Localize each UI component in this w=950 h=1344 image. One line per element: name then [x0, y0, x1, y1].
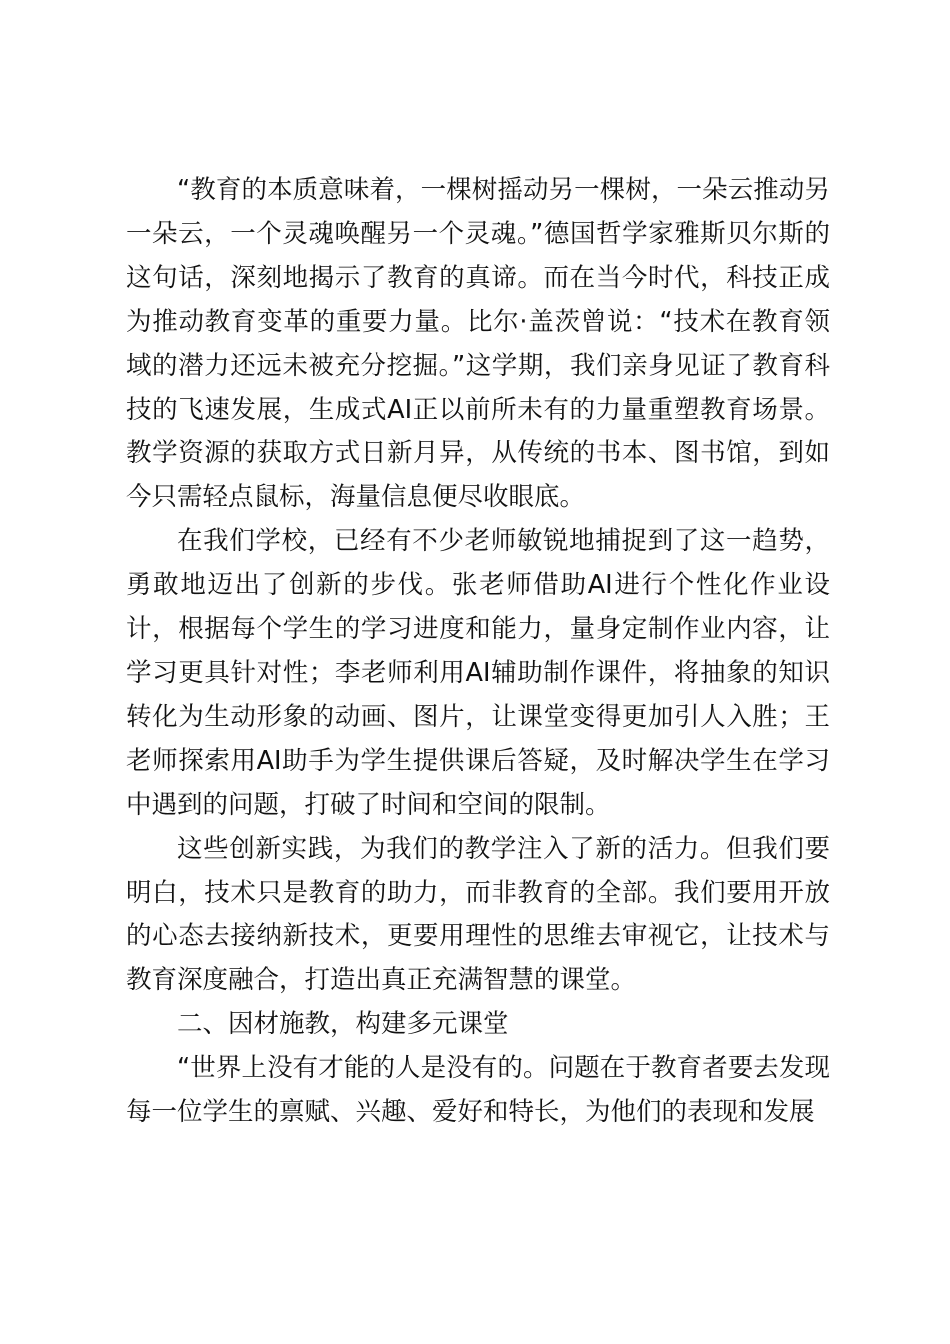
- paragraph-education-essence: “教育的本质意味着，一棵树摇动另一棵树，一朵云推动另一朵云，一个灵魂唤醒另一个灵魂。”德国哲学家雅斯贝尔斯的这句话，深刻地揭示了教育的真谛。而在当今时代，科技正成为推动教育变革的重要力量。比尔·盖茨曾说：“技术在教育领域的潜力还远未被充分挖掘。”这学期，我们亲身见证了教育科技的飞速发展，生成式AI正以前所未有的力量重塑教育场景。教学资源的获取方式日新月异，从传统的书本、图书馆，到如今只需轻点鼠标，海量信息便尽收眼底。: [126, 175, 830, 513]
- paragraph-teacher-innovation: 在我们学校，已经有不少老师敏锐地捕捉到了这一趋势，勇敢地迈出了创新的步伐。张老师借助AI进行个性化作业设计，根据每个学生的学习进度和能力，量身定制作业内容，让学习更具针对性；李老师利用AI辅助制作课件，将抽象的知识转化为生动形象的动画、图片，让课堂变得更加引人入胜；王老师探索用AI助手为学生提供课后答疑，及时解决学生在学习中遇到的问题，打破了时间和空间的限制。: [126, 526, 830, 820]
- section-heading: 二、因材施教，构建多元课堂: [177, 1009, 509, 1040]
- document-body: [126, 169, 830, 1135]
- paragraph-talent-quote: “世界上没有才能的人是没有的。问题在于教育者要去发现每一位学生的禀赋、兴趣、爱好和特长，为他们的表现和发展: [126, 1053, 830, 1128]
- paragraph-technology-balance: 这些创新实践，为我们的教学注入了新的活力。但我们要明白，技术只是教育的助力，而非教育的全部。我们要用开放的心态去接纳新技术，更要用理性的思维去审视它，让技术与教育深度融合，打造出真正充满智慧的课堂。: [126, 833, 830, 996]
